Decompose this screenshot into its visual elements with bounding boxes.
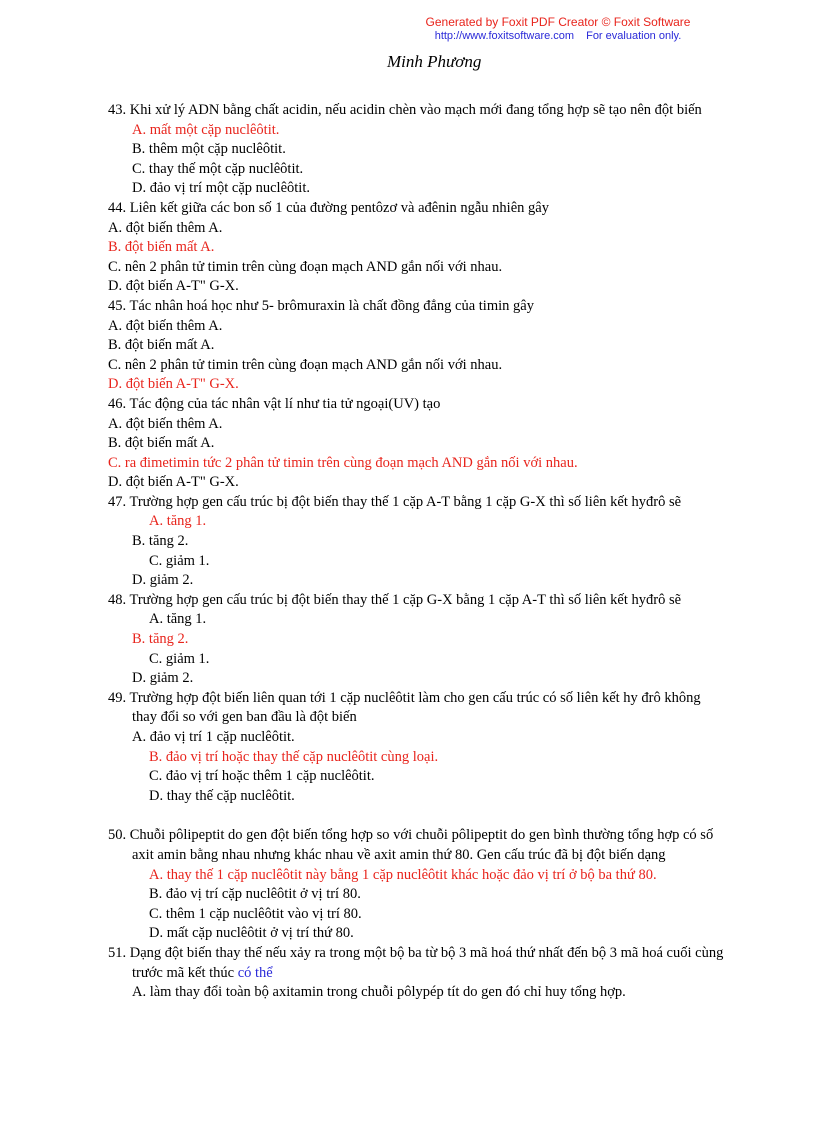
answer-49-b: B. đảo vị trí hoặc thay thế cặp nuclêôtit cùng loại. [149,748,439,765]
watermark-title: Generated by Foxit PDF Creator © Foxit Software [425,15,691,29]
question-51-cont [108,964,798,984]
answer-46-a: A. đột biến thêm A. [108,415,223,432]
answer-50-a: A. thay thế 1 cặp nuclêôtit này bằng 1 cặp nuclêôtit khác hoặc đảo vị trí ở bộ ba thứ 80. [149,866,657,883]
question-45: 45. Tác nhân hoá học như 5- brômuraxin là chất đồng đẳng của timin gây [108,297,534,314]
answer-49-d: D. thay thế cặp nuclêôtit. [149,787,295,804]
question-50: 50. Chuỗi pôlipeptit do gen đột biến tổng hợp so với chuỗi pôlipeptit do gen bình thường tổng hợp có số [108,827,714,844]
question-list [108,101,798,1003]
question-48: 48. Trường hợp gen cấu trúc bị đột biến thay thế 1 cặp G-X bằng 1 cặp A-T thì số liên kết hyđrô sẽ [108,591,682,608]
question-50-cont: axit amin bằng nhau nhưng khác nhau về axit amin thứ 80. Gen cấu trúc đã bị đột biến dạng [132,846,666,863]
question-44: 44. Liên kết giữa các bon số 1 của đường pentôzơ và ađênin ngẫu nhiên gây [108,199,549,216]
answer-48-a: A. tăng 1. [149,611,207,628]
answer-44-c: C. nên 2 phân tử timin trên cùng đoạn mạch AND gắn nối với nhau. [108,258,503,275]
question-49: 49. Trường hợp đột biến liên quan tới 1 cặp nuclêôtit làm cho gen cấu trúc có số liên kết hy đrô không [108,689,701,706]
answer-46-b: B. đột biến mất A. [108,435,215,452]
answer-50-d: D. mất cặp nuclêôtit ở vị trí thứ 80. [149,925,354,942]
watermark-url[interactable]: http://www.foxitsoftware.com [434,30,575,42]
answer-43-b: B. thêm một cặp nuclêôtit. [132,141,286,158]
answer-48-b: B. tăng 2. [132,631,189,648]
answer-50-b: B. đảo vị trí cặp nuclêôtit ở vị trí 80. [149,886,361,903]
author-name: Minh Phương [387,52,482,71]
question-49-cont: thay đổi so với gen ban đầu là đột biến [132,709,357,726]
answer-50-c: C. thêm 1 cặp nuclêôtit vào vị trí 80. [149,905,362,922]
foxit-watermark [408,15,708,43]
answer-47-b: B. tăng 2. [132,533,189,550]
answer-48-c: C. giảm 1. [149,650,210,667]
question-47: 47. Trường hợp gen cấu trúc bị đột biến thay thế 1 cặp A-T bằng 1 cặp G-X thì số liên kết hyđrô sẽ [108,493,682,510]
answer-47-d: D. giảm 2. [132,572,194,589]
answer-47-a: A. tăng 1. [149,513,207,530]
answer-46-d: D. đột biến A-T" G-X. [108,474,239,491]
answer-45-b: B. đột biến mất A. [108,337,215,354]
answer-45-a: A. đột biến thêm A. [108,317,223,334]
answer-51-a: A. làm thay đổi toàn bộ axitamin trong chuỗi pôlypép tít do gen đó chỉ huy tổng hợp. [132,984,626,1001]
question-51-highlight: có thể [237,964,273,981]
spacer [108,806,798,826]
watermark-note: For evaluation only. [586,30,682,42]
answer-49-a: A. đảo vị trí 1 cặp nuclêôtit. [132,729,295,745]
answer-43-c: C. thay thế một cặp nuclêôtit. [132,160,304,177]
question-43: 43. Khi xử lý ADN bằng chất acidin, nếu acidin chèn vào mạch mới đang tổng hợp sẽ tạo nên đột biến [108,102,702,118]
question-51-cont-text: trước mã kết thúc [132,964,238,981]
answer-44-a: A. đột biến thêm A. [108,219,223,236]
answer-47-c: C. giảm 1. [149,552,210,569]
answer-45-c: C. nên 2 phân tử timin trên cùng đoạn mạch AND gắn nối với nhau. [108,356,503,373]
answer-46-c: C. ra đimetimin tức 2 phân tử timin trên cùng đoạn mạch AND gắn nối với nhau. [108,454,578,471]
answer-44-d: D. đột biến A-T" G-X. [108,278,239,295]
answer-48-d: D. giảm 2. [132,670,194,687]
question-51: 51. Dạng đột biến thay thế nếu xảy ra trong một bộ ba từ bộ 3 mã hoá thứ nhất đến bộ 3 mã hoá cuối cùng [108,944,724,961]
answer-45-d: D. đột biến A-T" G-X. [108,376,239,393]
answer-43-a: A. mất một cặp nuclêôtit. [132,121,280,138]
answer-44-b: B. đột biến mất A. [108,239,215,256]
question-46: 46. Tác động của tác nhân vật lí như tia tử ngoại(UV) tạo [108,395,441,412]
answer-49-c: C. đảo vị trí hoặc thêm 1 cặp nuclêôtit. [149,768,375,785]
answer-43-d: D. đảo vị trí một cặp nuclêôtit. [132,180,310,197]
